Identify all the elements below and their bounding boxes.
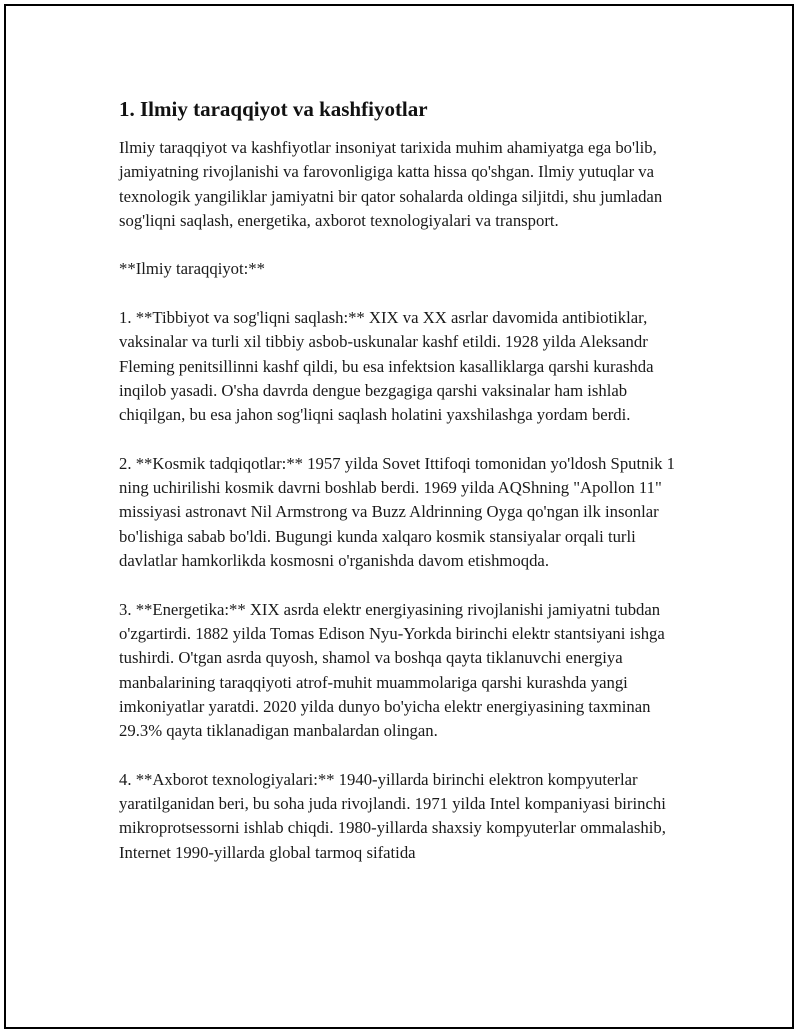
medicine-paragraph: 1. **Tibbiyot va sog'liqni saqlash:** XIX va XX asrlar davomida antibiotiklar, vaksinalar va turli xil tibbiy asbob-uskunalar kashf etildi. 1928 yilda Aleksandr Fleming penitsillinni kashf qildi, bu esa infektsion kasalliklarga qarshi kurashda inqilob yasadi. O'sha davrda dengue bezgagiga qarshi vaksinalar ham ishlab chiqilgan, bu esa jahon sog'liqni saqlash holatini yaxshilashga yordam berdi. [119, 308, 658, 425]
document-content [119, 96, 694, 889]
it-paragraph: 4. **Axborot texnologiyalari:** 1940-yillarda birinchi elektron kompyuterlar yaratilganidan beri, bu soha juda rivojlandi. 1971 yilda Intel kompaniyasi birinchi mikroprotsessorni ishlab chiqdi. 1980-yillarda shaxsiy kompyuterlar ommalashib, Internet 1990-yillarda global tarmoq sifatida [119, 769, 671, 862]
intro-paragraph: Ilmiy taraqqiyot va kashfiyotlar insoniyat tarixida muhim ahamiyatga ega bo'lib, jamiyatning rivojlanishi va farovonligiga katta hissa qo'shgan. Ilmiy yutuqlar va texnologik yangiliklar jamiyatni bir qator sohalarda oldinga siljitdi, shu jumladan sog'liqni saqlash, energetika, axborot texnologiyalari va transport. [119, 138, 667, 230]
section-heading-paragraph: **Ilmiy taraqqiyot:** [119, 259, 265, 279]
space-research-paragraph: 2. **Kosmik tadqiqotlar:** 1957 yilda Sovet Ittifoqi tomonidan yo'ldosh Sputnik 1 ning uchirilishi kosmik davrni boshlab berdi. 1969 yilda AQShning "Apollon 11" missiyasi astronavt Nil Armstrong va Buzz Aldrinning Oyga qo'ngan ilk insonlar bo'lishiga sabab bo'ldi. Bugungi kunda xalqaro kosmik stansiyalar orqali turli davlatlar hamkorlikda kosmosni o'rganishda davom etishmoqda. [119, 453, 680, 571]
document-page [4, 4, 794, 1029]
energy-paragraph: 3. **Energetika:** XIX asrda elektr energiyasining rivojlanishi jamiyatni tubdan o'zgartirdi. 1882 yilda Tomas Edison Nyu-Yorkda birinchi elektr stantsiyani ishga tushirdi. O'tgan asrda quyosh, shamol va boshqa qayta tiklanuvchi energiya manbalarining taraqqiyoti atrof-muhit muammolariga qarshi kurashda yangi imkoniyatlar yaratdi. 2020 yilda dunyo bo'yicha elektr energiyasining taxminan 29.3% qayta tiklanadigan manbalardan olingan. [119, 599, 669, 741]
document-title: 1. Ilmiy taraqqiyot va kashfiyotlar [119, 97, 428, 121]
